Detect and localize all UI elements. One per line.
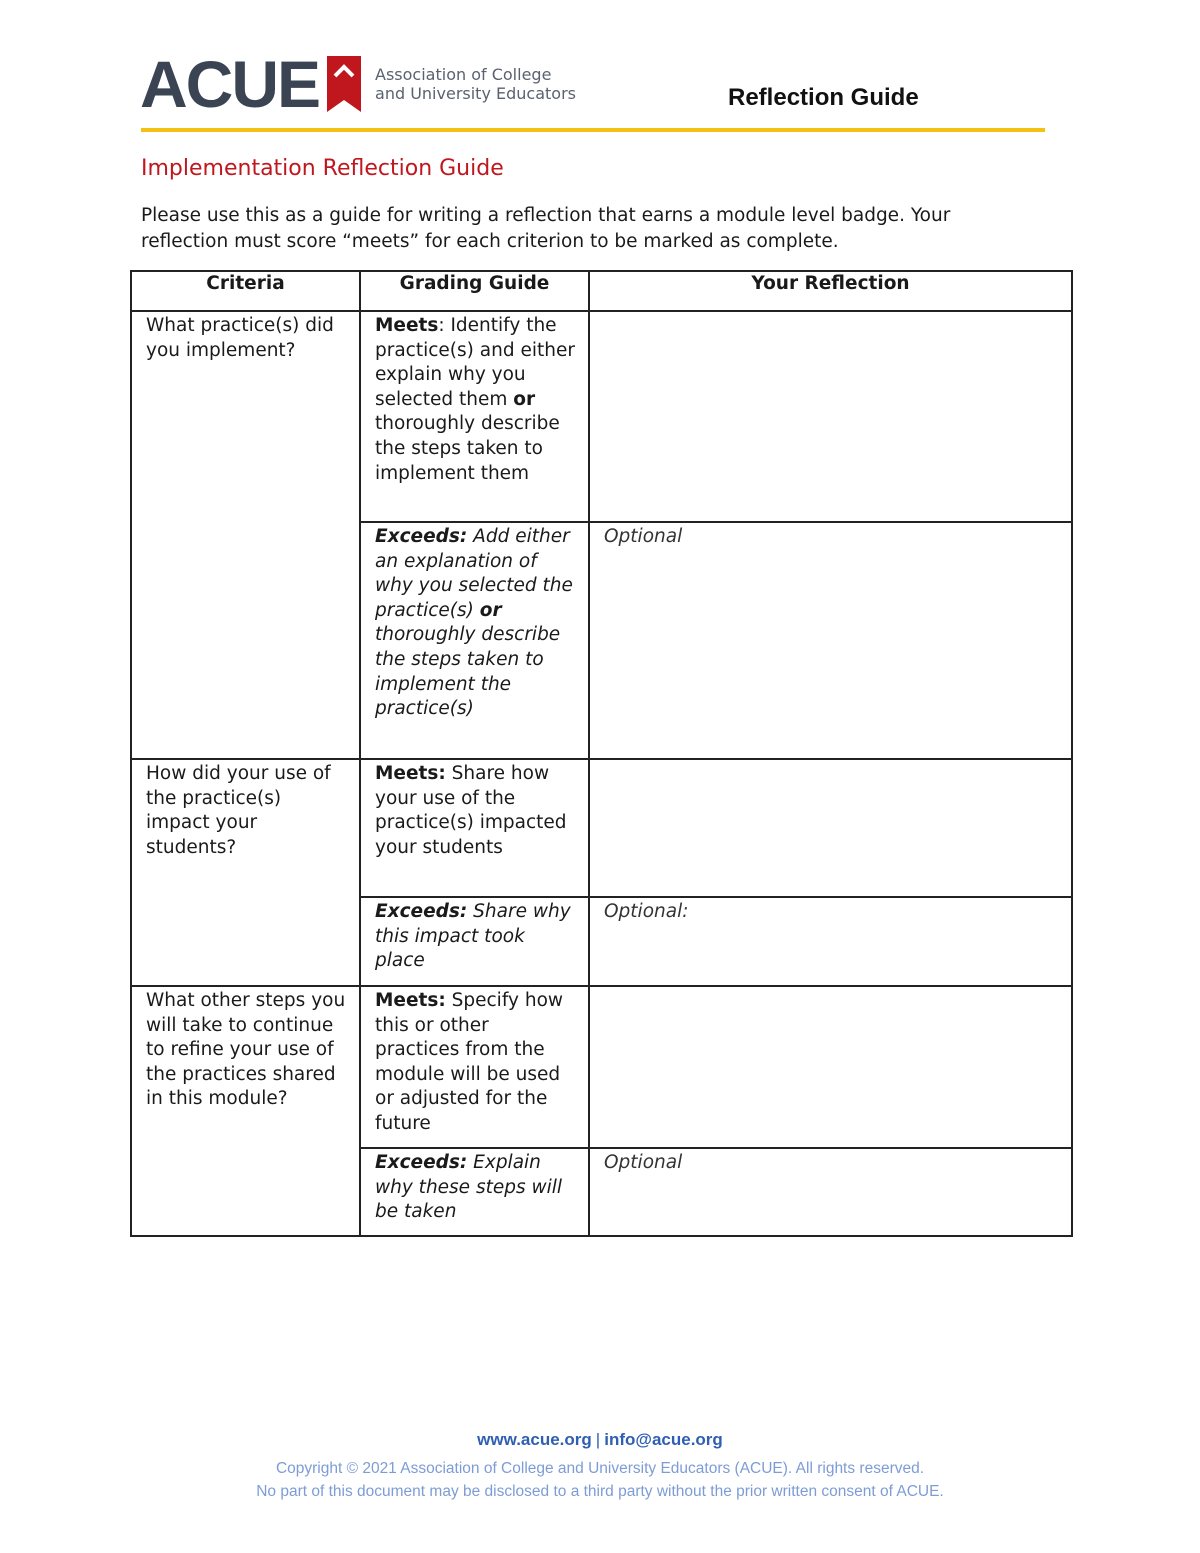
meets-guide-cell <box>360 759 589 897</box>
logo-org-name <box>375 65 576 103</box>
table-row <box>131 986 1072 1148</box>
logo-org-line1: Association of College <box>375 65 552 84</box>
acue-logo <box>140 47 576 121</box>
reflection-exceeds-cell[interactable]: Optional: <box>589 897 1072 986</box>
header-grading-guide: Grading Guide <box>360 271 589 311</box>
table-header-row <box>131 271 1072 311</box>
header-your-reflection: Your Reflection <box>589 271 1072 311</box>
exceeds-text: Share why this impact took place <box>375 901 571 972</box>
reflection-meets-cell[interactable] <box>589 759 1072 897</box>
exceeds-or: or <box>479 599 502 621</box>
email-link[interactable]: info@acue.org <box>604 1430 723 1449</box>
meets-label: Meets: <box>375 763 446 784</box>
criterion-cell: What practice(s) did you implement? <box>131 311 360 759</box>
table-row <box>131 759 1072 897</box>
exceeds-label: Exceeds: <box>375 901 468 922</box>
reflection-rubric-table <box>130 270 1073 1237</box>
footer-separator: | <box>595 1430 601 1449</box>
meets-text-cont: thoroughly describe the steps taken to implement them <box>375 413 560 484</box>
footer-links <box>0 1430 1200 1450</box>
reflection-exceeds-cell[interactable]: Optional <box>589 1148 1072 1236</box>
meets-label: Meets <box>375 315 439 336</box>
logo-org-line2: and University Educators <box>375 84 576 103</box>
bookmark-flag-icon <box>327 56 361 112</box>
exceeds-text: Explain why these steps will be taken <box>375 1152 563 1223</box>
meets-text: Share how your use of the practice(s) impacted your students <box>375 763 567 858</box>
reflection-exceeds-cell[interactable]: Optional <box>589 522 1072 759</box>
meets-guide-cell <box>360 986 589 1148</box>
meets-or: or <box>513 388 536 410</box>
criterion-cell: How did your use of the practice(s) impact your students? <box>131 759 360 986</box>
reflection-meets-cell[interactable] <box>589 986 1072 1148</box>
exceeds-guide-cell <box>360 522 589 759</box>
meets-text: Specify how this or other practices from the module will be used or adjusted for the future <box>375 990 564 1134</box>
header-divider <box>141 128 1045 132</box>
exceeds-guide-cell <box>360 897 589 986</box>
exceeds-text-cont: thoroughly describe the steps taken to implement the practice(s) <box>375 624 561 720</box>
disclosure-notice: No part of this document may be disclosed to a third party without the prior written consent of ACUE. <box>256 1483 944 1500</box>
meets-guide-cell <box>360 311 589 522</box>
page-title: Implementation Reflection Guide <box>141 156 504 181</box>
criterion-cell: What other steps you will take to continue to refine your use of the practices shared in this module? <box>131 986 360 1236</box>
meets-text: : Identify the practice(s) and either explain why you selected them <box>375 315 575 410</box>
exceeds-label: Exceeds: <box>375 526 468 547</box>
reflection-meets-cell[interactable] <box>589 311 1072 522</box>
logo-wordmark: ACUE <box>140 47 320 121</box>
intro-paragraph: Please use this as a guide for writing a reflection that earns a module level badge. Your reflection must score “meets” for each criterion to be marked as complete. <box>141 205 951 252</box>
website-link[interactable]: www.acue.org <box>477 1430 592 1449</box>
exceeds-text: Add either an explanation of why you selected the practice(s) <box>375 526 573 621</box>
meets-label: Meets: <box>375 990 446 1011</box>
exceeds-label: Exceeds: <box>375 1152 468 1173</box>
table-row <box>131 311 1072 522</box>
document-label: Reflection Guide <box>728 84 919 111</box>
copyright-notice: Copyright © 2021 Association of College and University Educators (ACUE). All rights reserved. <box>275 1460 925 1477</box>
exceeds-guide-cell <box>360 1148 589 1236</box>
header-criteria: Criteria <box>131 271 360 311</box>
